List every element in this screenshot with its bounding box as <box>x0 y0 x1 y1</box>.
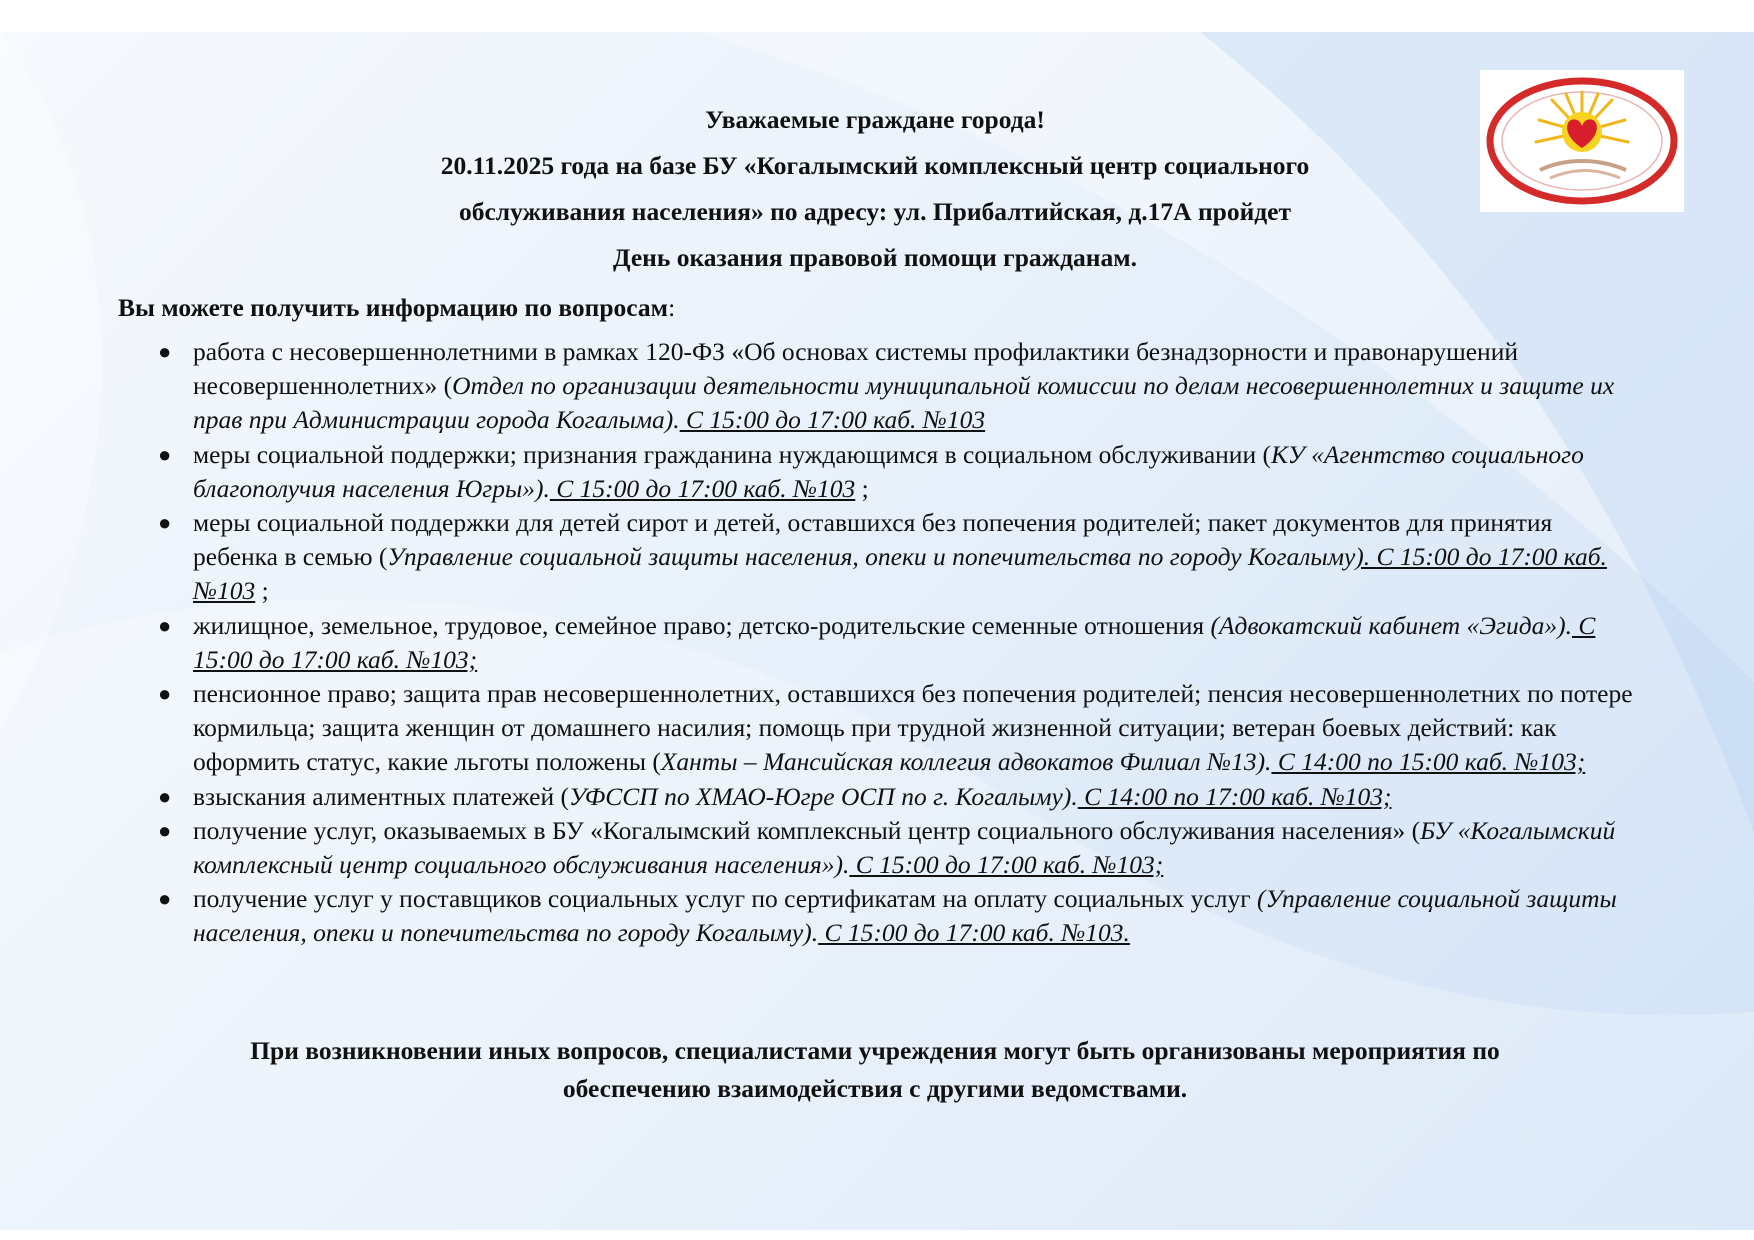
topics-intro-colon: : <box>668 293 676 322</box>
bullet-icon: ● <box>158 441 172 467</box>
topic-organization: Управление социальной защиты населения, опеки и попечительства по городу Когалыму <box>387 542 1356 572</box>
bullet-icon: ● <box>158 817 172 843</box>
topic-schedule: С 15:00 до 17:00 каб. №103 <box>549 473 856 503</box>
topic-schedule: С 14:00 по 17:00 каб. №103; <box>1077 781 1392 811</box>
topic-text: взыскания алиментных платежей ( <box>193 781 569 811</box>
topic-schedule: ). С 15:00 до 17:00 каб. №103 <box>193 542 1607 606</box>
topic-schedule: С 15:00 до 17:00 каб. №103; <box>849 850 1164 880</box>
list-item <box>0 780 1638 814</box>
topic-tail: ; <box>255 576 269 606</box>
organization-logo <box>1480 70 1684 212</box>
closing-note-line2: обеспечению взаимодействия с другими ведомствами. <box>562 1074 1188 1103</box>
list-item <box>0 506 1638 609</box>
bullet-icon: ● <box>158 681 172 707</box>
list-item <box>0 609 1638 677</box>
event-address-line: обслуживания населения» по адресу: ул. Прибалтийская, д.17А пройдет <box>458 197 1292 226</box>
topic-text: меры социальной поддержки; признания гражданина нуждающимся в социальном обслуживании ( <box>193 439 1271 469</box>
topic-text: жилищное, земельное, трудовое, семейное право; детско-родительские семенные отношения <box>193 610 1211 640</box>
topics-intro-bold: Вы можете получить информацию по вопросам <box>118 293 669 322</box>
closing-note-line1: При возникновении иных вопросов, специалистами учреждения могут быть организованы мероприятия по <box>250 1036 1500 1065</box>
flyer-sheet <box>0 32 1754 1230</box>
topic-schedule: С 15:00 до 17:00 каб. №103; <box>193 610 1596 674</box>
topic-text: работа с несовершеннолетними в рамках 120-ФЗ «Об основах системы профилактики безнадзорности и правонарушений несовершеннолетних» ( <box>193 337 1518 401</box>
topic-organization: УФССП по ХМАО-Югре ОСП по г. Когалыму). <box>568 781 1078 811</box>
topic-text: получение услуг, оказываемых в БУ «Когалымский комплексный центр социального обслуживания населения» ( <box>193 815 1421 845</box>
topic-organization: БУ «Когалымский комплексный центр социального обслуживания населения»). <box>193 815 1616 880</box>
topic-schedule: С 15:00 до 17:00 каб. №103 <box>679 405 986 435</box>
topic-text: получение услуг у поставщиков социальных услуг по сертификатам на оплату социальных услуг <box>193 884 1258 914</box>
bullet-icon: ● <box>158 783 172 809</box>
greeting-heading: Уважаемые граждане города! <box>705 105 1045 134</box>
bullet-icon: ● <box>158 510 172 536</box>
topics-intro <box>118 288 675 328</box>
bullet-icon: ● <box>158 339 172 364</box>
topic-organization: (Управление социальной защиты населения, опеки и попечительства по городу Когалыму). <box>193 884 1617 948</box>
closing-note <box>130 1032 1620 1108</box>
topic-organization: (Адвокатский кабинет «Эгида»). <box>1210 610 1572 640</box>
topic-tail: ; <box>855 473 869 503</box>
list-item <box>0 814 1638 882</box>
topic-organization: КУ «Агентство социального благополучия населения Югры»). <box>193 439 1584 503</box>
topic-text: меры социальной поддержки для детей сирот и детей, оставшихся без попечения родителей; пакет документов для принятия ребенка в семью ( <box>193 508 1553 572</box>
list-item <box>0 882 1638 950</box>
topic-schedule: С 15:00 до 17:00 каб. №103. <box>818 918 1130 948</box>
event-title-line: День оказания правовой помощи гражданам. <box>612 243 1137 272</box>
list-item <box>0 677 1638 780</box>
bullet-icon: ● <box>158 886 172 912</box>
topic-organization: Отдел по организации деятельности муниципальной комиссии по делам несовершеннолетних и защите их прав при Администрации города Когалыма). <box>193 371 1615 435</box>
topic-organization: Ханты – Мансийская коллегия адвокатов Филиал №13). <box>660 747 1272 777</box>
heart-sun-emblem-icon <box>1480 70 1684 212</box>
topic-text: пенсионное право; защита прав несовершеннолетних, оставшихся без попечения родителей; пенсия несовершеннолетних по потере кормильца; защита женщин от домашнего насилия; помощь при трудной жизненной ситуации; ветеран боевых действий: как оформить статус, какие льготы положены ( <box>193 679 1633 777</box>
bullet-icon: ● <box>158 612 172 638</box>
list-item <box>0 438 1638 506</box>
topic-schedule: С 14:00 по 15:00 каб. №103; <box>1271 747 1586 777</box>
event-date-line: 20.11.2025 года на базе БУ «Когалымский комплексный центр социального <box>440 151 1310 180</box>
list-item <box>0 335 1638 438</box>
topics-list <box>0 335 1754 951</box>
